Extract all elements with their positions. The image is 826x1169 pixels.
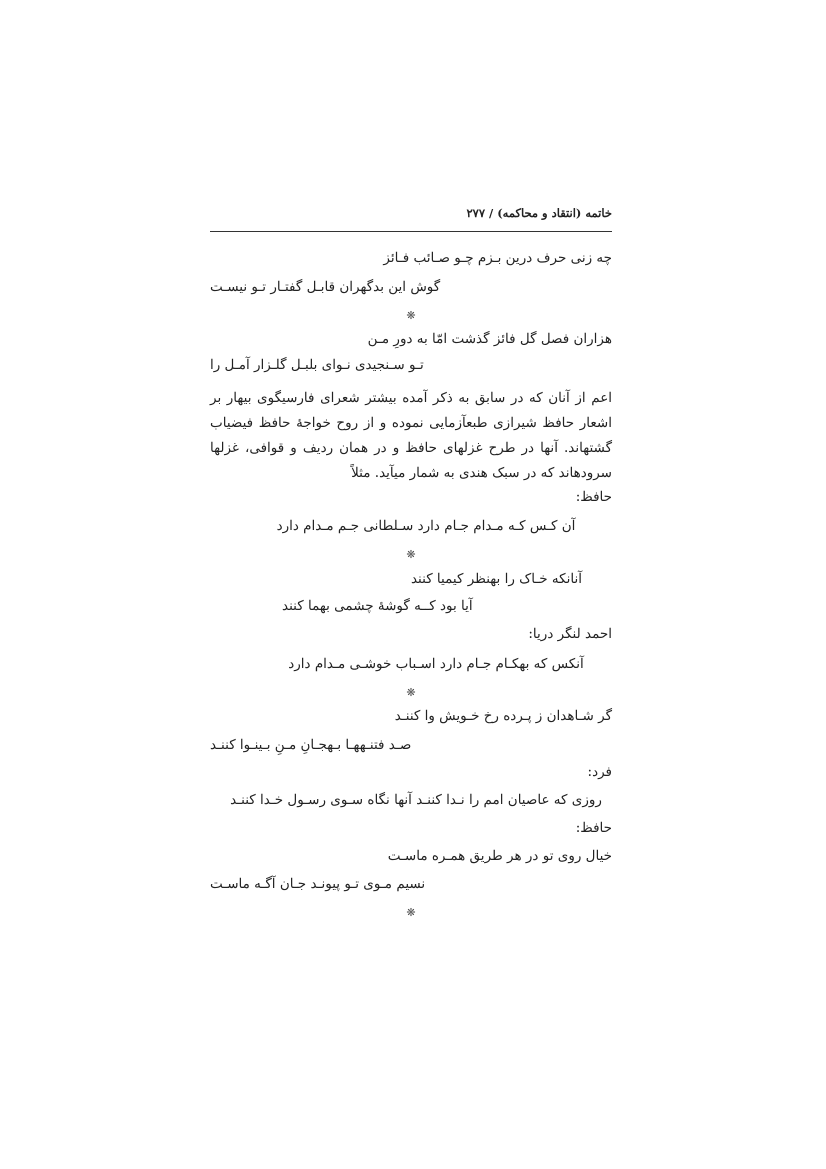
verse-1-first: چه زنی حرف درین بـزم چـو صـائب فـائز (383, 250, 612, 266)
verse-1-second: گوش این بدگهران قابـل گفتـار تـو نیسـت (210, 279, 441, 295)
verse-8-second: نسیم مـوی تـو پیونـد جـان آگـه ماسـت (210, 876, 426, 892)
verse-6-second: صـد فتنـههـا بـهجـانِ مـنِ بـینـوا کننـد (210, 737, 412, 753)
verse-2-second: تـو سـنجیدی نـوای بلبـل گلـزار آمـل را (210, 357, 424, 373)
book-page (210, 0, 612, 1169)
label-hafez-1: حافظ: (575, 489, 612, 505)
label-ahmad: احمد لنگر دریا: (528, 626, 612, 642)
separator-star: ❋ (406, 906, 416, 919)
verse-3: آن کـس کـه مـدام جـام دارد سـلطانی جـم مـدام دارد (276, 518, 576, 534)
body-paragraph (210, 386, 612, 486)
label-fard: فرد: (587, 764, 612, 780)
verse-2-first: هزاران فصل گل فائز گذشت امّا به دورِ مـن (367, 331, 612, 347)
separator-star: ❋ (406, 309, 416, 322)
paragraph-text: اعم از آنان که در سابق به ذکر آمده بیشتر شعرای فارسیگوی بیهار بر اشعار حافظ شیرازی طبعآزمایی نموده و از روح خواجهٔ حافظ فیضیاب گشتهاند. آنها در طرح غزلهای حافظ و در همان ردیف و قوافی، غزلها سرودهاند که در سبک هندی به شمار میآید. مثلاً (210, 390, 612, 481)
separator-star: ❋ (406, 686, 416, 699)
verse-4-first: آنانکه خـاک را بهنظر کیمیا کنند (410, 571, 582, 587)
verse-4-second: آیا بود کــه گوشهٔ چشمی بهما کنند (282, 598, 473, 614)
verse-8-first: خیال روی تو در هر طریق همـره ماسـت (387, 848, 612, 864)
verse-5: آنکس که بهکـام جـام دارد اسـباب خوشـی مـدام دارد (288, 656, 584, 672)
verse-6-first: گر شـاهدان ز پـرده رخ خـویش وا کننـد (394, 708, 612, 724)
running-header: خاتمه (انتقاد و محاکمه) / ۲۷۷ (466, 206, 612, 220)
separator-star: ❋ (406, 548, 416, 561)
verse-7: روزی که عاصیان امم را نـدا کننـد آنها نگاه سـوی رسـول خـدا کننـد (230, 792, 602, 808)
header-rule (210, 231, 612, 232)
label-hafez-2: حافظ: (575, 820, 612, 836)
